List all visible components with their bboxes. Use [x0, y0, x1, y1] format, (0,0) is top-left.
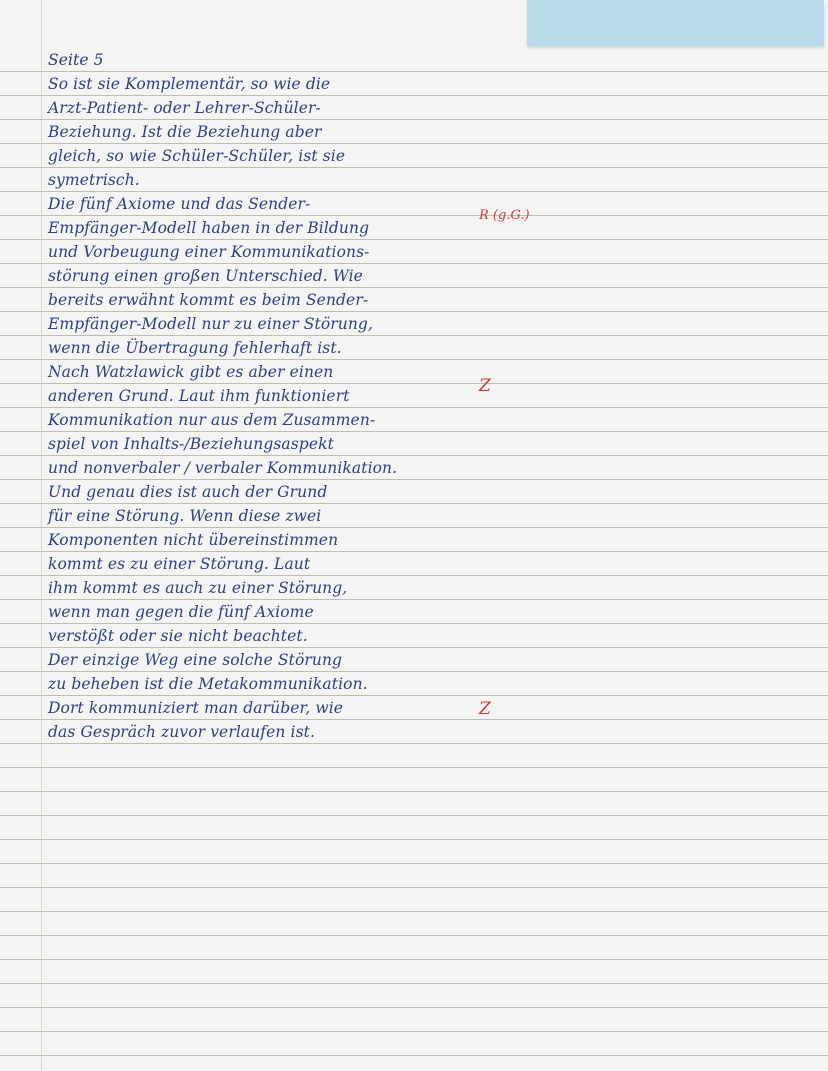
rule-line: [0, 935, 828, 936]
text-line: gleich, so wie Schüler-Schüler, ist sie: [48, 147, 346, 165]
text-line: verstößt oder sie nicht beachtet.: [48, 627, 308, 645]
text-line: Dort kommuniziert man darüber, wie: [48, 699, 344, 717]
text-line: Empfänger-Modell nur zu einer Störung,: [48, 315, 373, 333]
sticky-note: [527, 0, 824, 46]
correction-mark: Z: [479, 376, 491, 396]
rule-line: [0, 791, 828, 792]
handwritten-text: [48, 48, 568, 744]
text-line: wenn man gegen die fünf Axiome: [48, 603, 314, 621]
text-line: Und genau dies ist auch der Grund: [48, 483, 328, 501]
text-line: Komponenten nicht übereinstimmen: [48, 531, 339, 549]
rule-line: [0, 887, 828, 888]
rule-line: [0, 1007, 828, 1008]
text-line: Empfänger-Modell haben in der Bildung: [48, 219, 370, 237]
rule-line: [0, 959, 828, 960]
text-line: das Gespräch zuvor verlaufen ist.: [48, 723, 315, 741]
rule-line: [0, 863, 828, 864]
text-line: für eine Störung. Wenn diese zwei: [48, 507, 322, 525]
text-line: Kommunikation nur aus dem Zusammen-: [48, 411, 376, 429]
correction-mark: R (g.G.): [479, 208, 530, 223]
rule-line: [0, 1031, 828, 1032]
text-line: bereits erwähnt kommt es beim Sender-: [48, 291, 369, 309]
correction-mark: Z: [479, 699, 491, 719]
rule-line: [0, 767, 828, 768]
text-line: Der einzige Weg eine solche Störung: [48, 651, 343, 669]
text-line: störung einen großen Unterschied. Wie: [48, 267, 363, 285]
text-line: Arzt-Patient- oder Lehrer-Schüler-: [48, 99, 321, 117]
text-line: Nach Watzlawick gibt es aber einen: [48, 363, 334, 381]
text-line: und Vorbeugung einer Kommunikations-: [48, 243, 370, 261]
rule-line: [0, 839, 828, 840]
page-header: Seite 5: [48, 51, 104, 69]
text-line: anderen Grund. Laut ihm funktioniert: [48, 387, 350, 405]
text-line: kommt es zu einer Störung. Laut: [48, 555, 311, 573]
text-line: wenn die Übertragung fehlerhaft ist.: [48, 339, 342, 357]
text-line: symetrisch.: [48, 171, 140, 189]
rule-line: [0, 911, 828, 912]
text-line: So ist sie Komplementär, so wie die: [48, 75, 331, 93]
rule-line: [0, 983, 828, 984]
rule-line: [0, 815, 828, 816]
text-line: und nonverbaler / verbaler Kommunikation.: [48, 459, 398, 477]
text-line: ihm kommt es auch zu einer Störung,: [48, 579, 348, 597]
text-line: Die fünf Axiome und das Sender-: [48, 195, 311, 213]
text-line: spiel von Inhalts-/Beziehungsaspekt: [48, 435, 334, 453]
text-line: zu beheben ist die Metakommunikation.: [48, 675, 368, 693]
text-line: Beziehung. Ist die Beziehung aber: [48, 123, 322, 141]
rule-line: [0, 1055, 828, 1056]
